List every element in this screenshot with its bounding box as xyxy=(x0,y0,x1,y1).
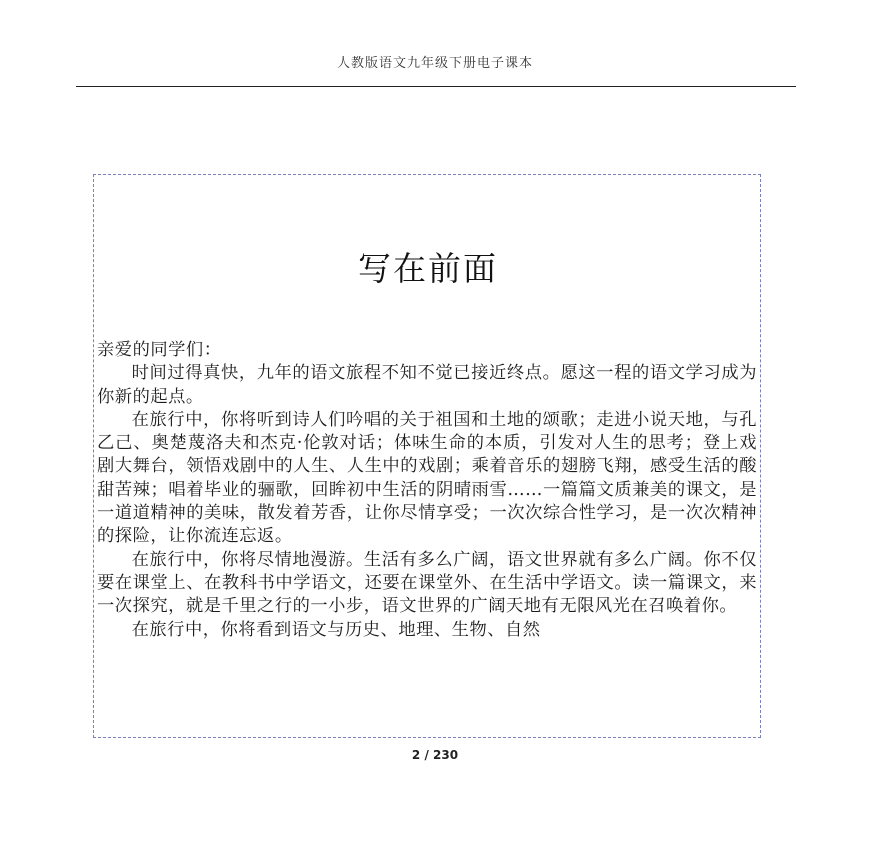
body-paragraph: 在旅行中，你将听到诗人们吟唱的关于祖国和土地的颂歌；走进小说天地，与孔乙己、奥楚蔑洛夫和杰克·伦敦对话；体味生命的本质，引发对人生的思考；登上戏剧大舞台，领悟戏剧中的人生、人生中的戏剧；乘着音乐的翅膀飞翔，感受生活的酸甜苦辣；唱着毕业的骊歌，回眸初中生活的阴晴雨雪……一篇篇文质兼美的课文，是一道道精神的美味，散发着芳香，让你尽情享受；一次次综合性学习，是一次次精神的探险，让你流连忘返。 xyxy=(97,409,757,547)
body-paragraph: 在旅行中，你将看到语文与历史、地理、生物、自然 xyxy=(131,619,541,640)
header-divider xyxy=(76,86,796,87)
body-paragraph: 时间过得真快，九年的语文旅程不知不觉已接近终点。愿这一程的语文学习成为你新的起点。 xyxy=(97,363,757,407)
greeting-paragraph: 亲爱的同学们： xyxy=(97,340,222,360)
page-number: 2 / 230 xyxy=(411,748,459,762)
page-frame xyxy=(93,174,761,738)
header-title: 人教版语文九年级下册电子课本 xyxy=(336,56,533,71)
document-body xyxy=(97,339,757,642)
document-title: 写在前面 xyxy=(358,249,498,288)
body-paragraph: 在旅行中，你将尽情地漫游。生活有多么广阔，语文世界就有多么广阔。你不仅要在课堂上、在教科书中学语文，还要在课堂外、在生活中学语文。读一篇课文，来一次探究，就是千里之行的一小步，语文世界的广阔天地有无限风光在召唤着你。 xyxy=(97,549,757,617)
